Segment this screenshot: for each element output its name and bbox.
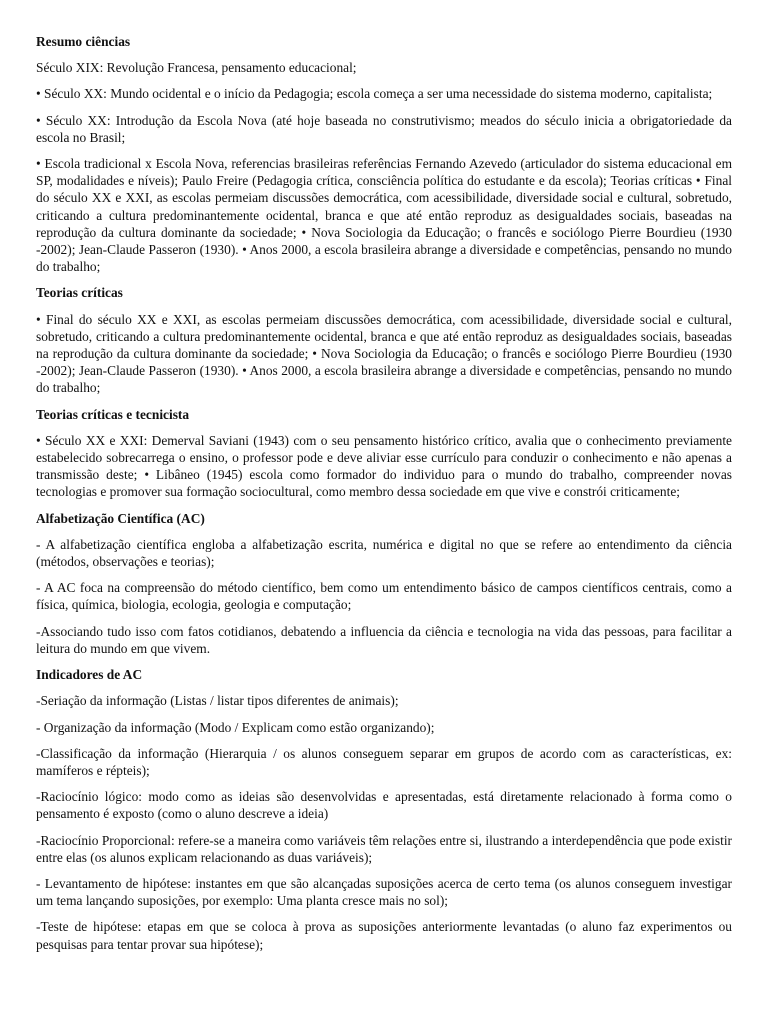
intro-paragraph: • Escola tradicional x Escola Nova, referencias brasileiras referências Fernando Azevedo (articulador do sistema educacional em SP, modalidades e níveis); Paulo Freire (Pedagogia crítica, consciência política do estudante e da escola); Teorias críticas • Final do século XX e XXI, as escolas permeiam discussões democrática, com acessibilidade, diversidade social e cultural, sobretudo, criticando a cultura predominantemente ocidental, branca e que até então reproduz as desigualdades sociais, baseadas na reprodução da cultura dominante da sociedade; • Nova Sociologia da Educação; o francês e sociólogo Pierre Bourdieu (1930 -2002); Jean-Claude Passeron (1930). • Anos 2000, a escola brasileira abrange a diversidade e competências, pensando no mundo do trabalho; (36, 156, 732, 275)
indicator-item: - Organização da informação (Modo / Explicam como estão organizando); (36, 719, 435, 735)
indicator-item: -Raciocínio Proporcional: refere-se a maneira como variáveis têm relações entre si, ilustrando a interdependência que pode existir entre elas (os alunos explicam relacionando as duas variáveis); (36, 832, 732, 865)
intro-paragraph: Século XIX: Revolução Francesa, pensamento educacional; (36, 60, 357, 76)
indicator-item: - Levantamento de hipótese: instantes em que são alcançadas suposições acerca de certo tema (os alunos conseguem investigar um tema lançando suposições, por exemplo: Uma planta cresce mais no sol); (36, 875, 732, 909)
section-heading-alfabetizacao-cientifica: Alfabetização Científica (AC) (36, 510, 205, 526)
section-heading-indicadores-ac: Indicadores de AC (36, 667, 143, 683)
section-paragraph: -Associando tudo isso com fatos cotidianos, debatendo a influencia da ciência e tecnologia na vida das pessoas, para facilitar a leitura do mundo em que vivem. (36, 623, 732, 656)
indicator-item: -Teste de hipótese: etapas em que se coloca à prova as suposições anteriormente levantadas (o aluno faz experimentos ou pesquisas para tentar provar sua hipótese); (36, 919, 732, 952)
intro-paragraph: • Século XX: Introdução da Escola Nova (até hoje baseada no construtivismo; meados do século inicia a obrigatoriedade da escola no Brasil; (36, 112, 732, 145)
document-title: Resumo ciências (36, 34, 131, 49)
section-paragraph: • Final do século XX e XXI, as escolas permeiam discussões democrática, com acessibilidade, diversidade social e cultural, sobretudo, criticando a cultura predominantemente ocidental, branca e que até então reproduz as desigualdades sociais, baseadas na reprodução da cultura dominante da sociedade; • Nova Sociologia da Educação; o francês e sociólogo Pierre Bourdieu (1930 -2002); Jean-Claude Passeron (1930). • Anos 2000, a escola brasileira abrange a diversidade e competências, pensando no mundo do trabalho; (36, 311, 732, 396)
section-paragraph: - A alfabetização científica engloba a alfabetização escrita, numérica e digital no que se refere ao entendimento da ciência (métodos, observações e teorias); (36, 536, 732, 570)
indicator-item: -Classificação da informação (Hierarquia / os alunos conseguem separar em grupos de acordo com as características, ex: mamíferos e répteis); (36, 745, 732, 778)
section-paragraph: - A AC foca na compreensão do método científico, bem como um entendimento básico de campos científicos centrais, como a física, química, biologia, ecologia, geologia e computação; (36, 580, 732, 613)
indicator-item: -Raciocínio lógico: modo como as ideias são desenvolvidas e apresentadas, está diretamente relacionado à forma como o pensamento é exposto (como o aluno descreve a ideia) (36, 789, 732, 822)
indicator-item: -Seriação da informação (Listas / listar tipos diferentes de animais); (36, 693, 399, 709)
section-paragraph: • Século XX e XXI: Demerval Saviani (1943) com o seu pensamento histórico crítico, avalia que o conhecimento previamente estabelecido sobrecarrega o ensino, o professor pode e deve aliviar esse currículo para conduzir o conhecimento e não apenas a transmissão deste; • Libâneo (1945) escola como formador do individuo para o mundo do trabalho, compreender novas tecnologias e promover sua formação sociocultural, como membro dessa sociedade em que vive e constrói criticamente; (36, 432, 732, 500)
intro-paragraph: • Século XX: Mundo ocidental e o início da Pedagogia; escola começa a ser uma necessidade do sistema moderno, capitalista; (36, 86, 713, 102)
section-heading-teorias-criticas-tecnicista: Teorias críticas e tecnicista (36, 406, 190, 422)
section-heading-teorias-criticas: Teorias críticas (36, 285, 123, 301)
